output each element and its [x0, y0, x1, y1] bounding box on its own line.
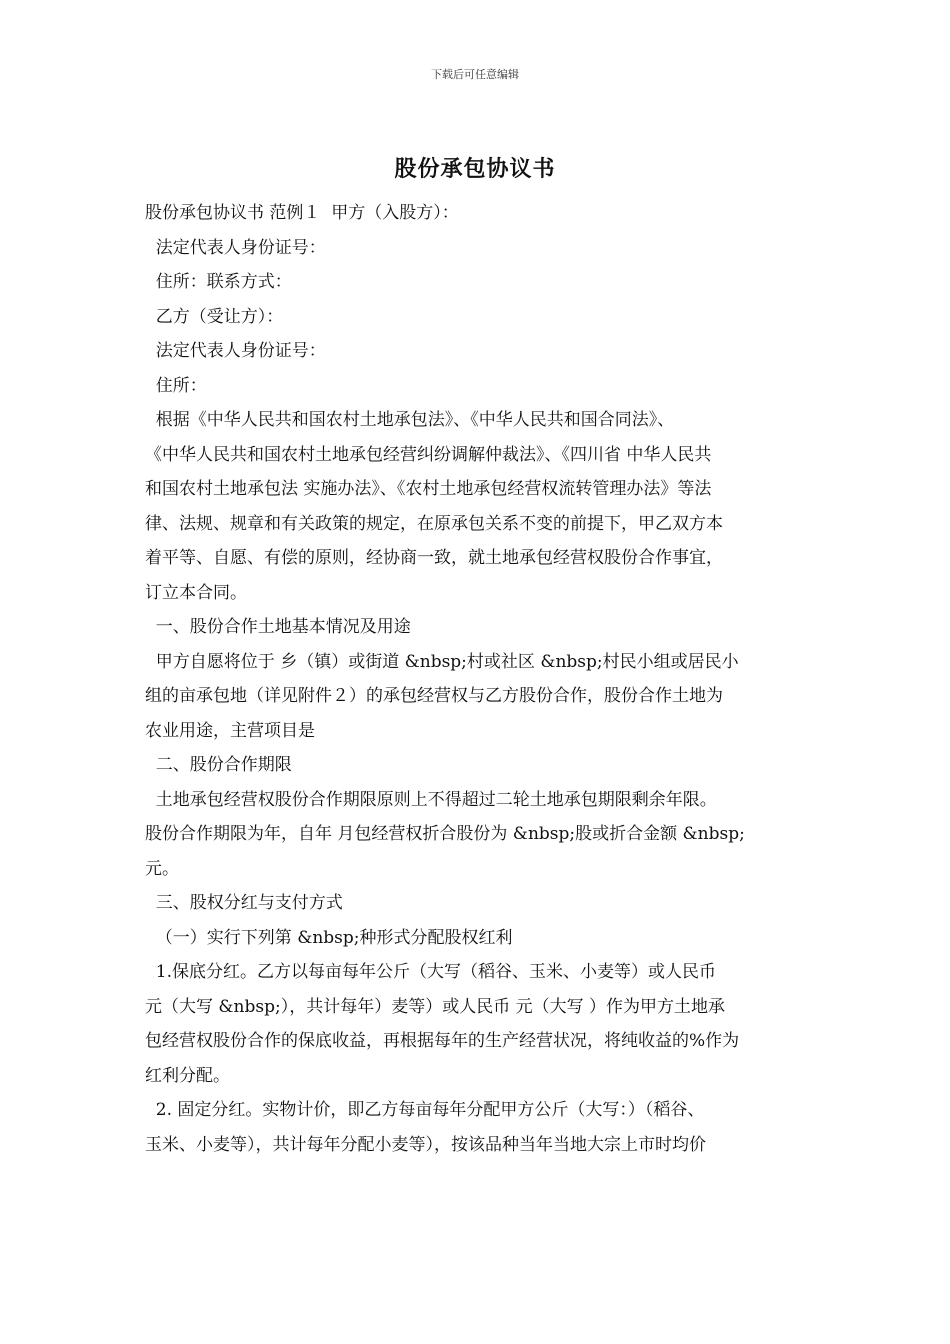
body-line: 甲方自愿将位于 乡（镇）或街道 &nbsp;村或社区 &nbsp;村民小组或居民小	[145, 651, 739, 672]
body-line: 法定代表人身份证号：	[145, 237, 326, 258]
body-line: 股份合作期限为年，自年 月包经营权折合股份为 &nbsp;股或折合金额 &nbsp;	[145, 824, 745, 844]
header-note: 下载后可任意编辑	[431, 68, 519, 81]
body-line: 元。	[145, 858, 179, 879]
body-line: 住所：联系方式：	[145, 272, 292, 292]
document-title: 股份承包协议书	[394, 156, 556, 182]
body-line: 玉米、小麦等），共计每年分配小麦等），按该品种当年当地大宗上市时均价	[145, 1134, 706, 1155]
body-line: 农业用途，主营项目是	[145, 720, 315, 741]
body-line: 法定代表人身份证号：	[145, 341, 326, 361]
body-line: 乙方（受让方）：	[145, 306, 284, 327]
body-line: 住所：	[145, 375, 207, 396]
body-line: 组的亩承包地（详见附件２）的承包经营权与乙方股份合作，股份合作土地为	[145, 686, 723, 706]
body-line: 订立本合同。	[145, 582, 247, 603]
body-line: 2. 固定分红。实物计价，即乙方每亩每年分配甲方公斤（大写：）（稻谷、	[145, 1100, 705, 1120]
body-line: 元（大写 &nbsp;），共计每年）麦等）或人民币 元（大写 ）作为甲方土地承	[145, 996, 726, 1017]
body-line: 1.保底分红。乙方以每亩每年公斤（大写（稻谷、玉米、小麦等）或人民币	[145, 962, 717, 982]
section-heading: 二、股份合作期限	[145, 755, 292, 775]
body-line: 土地承包经营权股份合作期限原则上不得超过二轮土地承包期限剩余年限。	[145, 789, 717, 810]
body-line: 《中华人民共和国农村土地承包经营纠纷调解仲裁法》、《四川省 中华人民共	[145, 444, 712, 465]
body-line: 着平等、自愿、有偿的原则，经协商一致，就土地承包经营权股份合作事宜，	[145, 548, 723, 568]
body-line: （一）实行下列第 &nbsp;种形式分配股权红利	[145, 927, 513, 948]
document-body	[145, 196, 809, 1162]
section-heading: 一、股份合作土地基本情况及用途	[145, 617, 411, 637]
body-line: 律、法规、规章和有关政策的规定，在原承包关系不变的前提下，甲乙双方本	[145, 513, 723, 534]
body-line: 红利分配。	[145, 1065, 230, 1086]
body-line: 包经营权股份合作的保底收益，再根据每年的生产经营状况，将纯收益的%作为	[145, 1031, 740, 1051]
section-heading: 三、股权分红与支付方式	[145, 893, 343, 913]
body-line: 股份承包协议书 范例１ 甲方（入股方）：	[145, 203, 459, 223]
body-line: 和国农村土地承包法 实施办法》、《农村土地承包经营权流转管理办法》等法	[145, 479, 712, 499]
body-line: 根据《中华人民共和国农村土地承包法》、《中华人民共和国合同法》、	[145, 410, 675, 430]
